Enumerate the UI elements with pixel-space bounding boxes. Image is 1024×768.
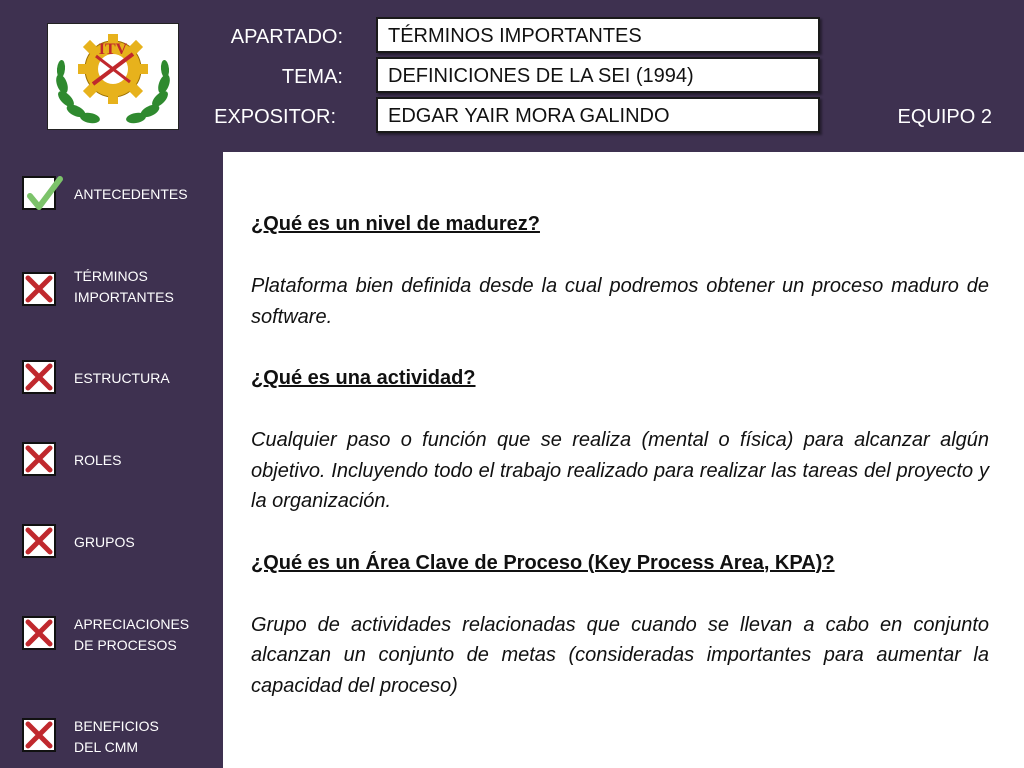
status-checkbox — [22, 524, 56, 558]
svg-text:ITV: ITV — [98, 41, 128, 58]
status-checkbox — [22, 442, 56, 476]
question-maturity-level: ¿Qué es un nivel de madurez? — [251, 213, 540, 235]
question-activity: ¿Qué es una actividad? — [251, 367, 476, 389]
sidebar-item-label: BENEFICIOS DEL CMM — [74, 718, 159, 755]
sidebar-item-label: GRUPOS — [74, 534, 135, 550]
tema-field: DEFINICIONES DE LA SEI (1994) — [376, 57, 820, 93]
apartado-field: TÉRMINOS IMPORTANTES — [376, 17, 820, 53]
team-label: EQUIPO 2 — [897, 106, 992, 128]
status-checkbox — [22, 718, 56, 752]
sidebar-item-label: TÉRMINOS IMPORTANTES — [74, 268, 174, 305]
status-checkbox — [22, 616, 56, 650]
sidebar-item-apreciaciones-de-procesos[interactable] — [22, 614, 217, 664]
answer-maturity-level: Plataforma bien definida desde la cual podremos obtener un proceso maduro de software. — [251, 275, 989, 328]
tema-label: TEMA: — [281, 66, 343, 88]
definitions-body — [251, 209, 989, 732]
expositor-label: EXPOSITOR: — [214, 106, 336, 128]
content-panel — [223, 152, 1024, 768]
sidebar-item-label: APRECIACIONES DE PROCESOS — [74, 616, 190, 653]
sidebar-item-grupos[interactable] — [22, 522, 217, 572]
answer-activity: Cualquier paso o función que se realiza (mental o física) para alcanzar algún objetivo. Incluyendo todo el trabajo realizado para realizar las tareas del proyecto y la organización. — [251, 429, 989, 512]
apartado-label: APARTADO: — [230, 26, 343, 48]
sidebar-item-antecedentes[interactable] — [22, 174, 217, 224]
checkmark-icon — [22, 176, 62, 216]
x-mark-icon — [22, 272, 56, 306]
sidebar-item-beneficios-del-cmm[interactable] — [22, 716, 217, 766]
status-checkbox — [22, 176, 56, 210]
status-checkbox — [22, 272, 56, 306]
sidebar-item-terminos-importantes[interactable] — [22, 266, 217, 316]
x-mark-icon — [22, 524, 56, 558]
sidebar-item-roles[interactable] — [22, 440, 217, 490]
x-mark-icon — [22, 442, 56, 476]
x-mark-icon — [22, 360, 56, 394]
slide-header — [0, 0, 1024, 152]
x-mark-icon — [22, 718, 56, 752]
status-checkbox — [22, 360, 56, 394]
sidebar-item-label: ROLES — [74, 452, 122, 468]
sidebar-item-estructura[interactable] — [22, 358, 217, 408]
sidebar-nav — [0, 152, 223, 768]
x-mark-icon — [22, 616, 56, 650]
question-kpa: ¿Qué es un Área Clave de Proceso (Key Process Area, KPA)? — [251, 551, 835, 574]
sidebar-item-label: ANTECEDENTES — [74, 186, 188, 202]
expositor-field: EDGAR YAIR MORA GALINDO — [376, 97, 820, 133]
answer-kpa: Grupo de actividades relacionadas que cuando se llevan a cabo en conjunto alcanzan un conjunto de metas (consideradas importantes para aumentar la capacidad del proceso) — [251, 613, 989, 697]
sidebar-item-label: ESTRUCTURA — [74, 370, 170, 386]
